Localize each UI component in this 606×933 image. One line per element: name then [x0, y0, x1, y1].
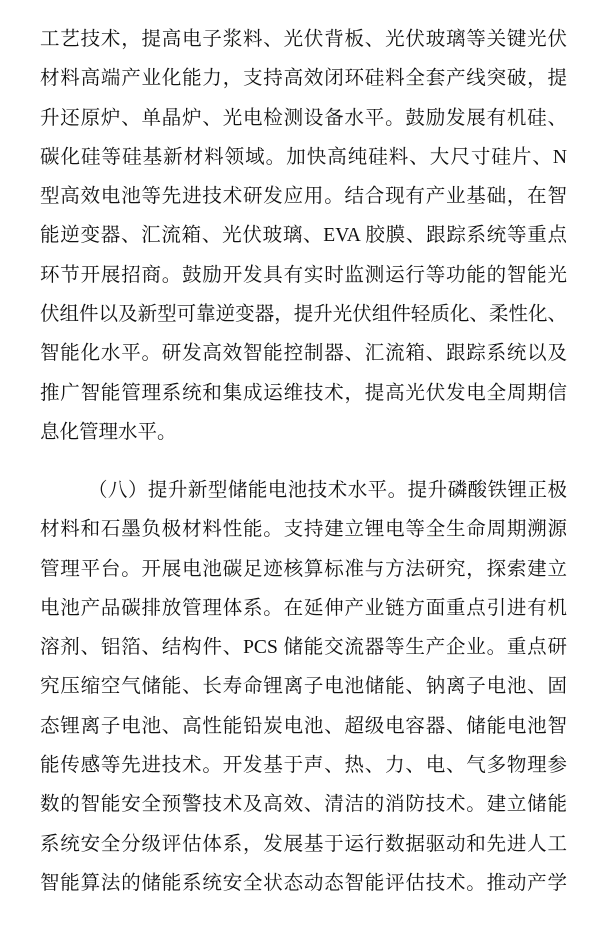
text-line: 材料和石墨负极材料性能。支持建立锂电等全生命周期溯源: [40, 519, 567, 541]
text-line: 材料高端产业化能力，支持高效闭环硅料全套产线突破，提: [40, 68, 567, 90]
text-line: 环节开展招商。鼓励开发具有实时监测运行等功能的智能光: [40, 264, 567, 286]
text-line: 升还原炉、单晶炉、光电检测设备水平。鼓励发展有机硅、: [40, 107, 567, 129]
text-line: 溶剂、铝箔、结构件、PCS 储能交流器等生产企业。重点研: [40, 637, 567, 659]
paragraph-energy-storage: [40, 471, 567, 903]
text-line: 智能算法的储能系统安全状态动态智能评估技术。推动产学: [40, 872, 567, 894]
text-line: 推广智能管理系统和集成运维技术，提高光伏发电全周期信: [40, 382, 567, 404]
text-line: 型高效电池等先进技术研发应用。结合现有产业基础，在智: [40, 186, 567, 208]
text-line: 能传感等先进技术。开发基于声、热、力、电、气多物理参: [40, 755, 567, 777]
text-line: 究压缩空气储能、长寿命锂离子电池储能、钠离子电池、固: [40, 676, 567, 698]
text-line: 态锂离子电池、高性能铅炭电池、超级电容器、储能电池智: [40, 715, 567, 737]
text-line: 智能化水平。研发高效智能控制器、汇流箱、跟踪系统以及: [40, 343, 567, 365]
text-line: 碳化硅等硅基新材料领域。加快高纯硅料、大尺寸硅片、N: [40, 146, 567, 168]
text-line: 能逆变器、汇流箱、光伏玻璃、EVA 胶膜、跟踪系统等重点: [40, 225, 567, 247]
paragraph-photovoltaic: [40, 20, 567, 452]
text-line: 息化管理水平。: [40, 421, 177, 443]
text-line: 系统安全分级评估体系，发展基于运行数据驱动和先进人工: [40, 833, 567, 855]
text-line: 工艺技术，提高电子浆料、光伏背板、光伏玻璃等关键光伏: [40, 29, 567, 50]
text-line: 数的智能安全预警技术及高效、清洁的消防技术。建立储能: [40, 794, 567, 816]
section-heading-line: （八）提升新型储能电池技术水平。提升磷酸铁锂正极: [88, 480, 567, 501]
text-line: 伏组件以及新型可靠逆变器，提升光伏组件轻质化、柔性化、: [40, 304, 567, 326]
text-line: 管理平台。开展电池碳足迹核算标准与方法研究，探索建立: [40, 558, 567, 580]
text-line: 电池产品碳排放管理体系。在延伸产业链方面重点引进有机: [40, 597, 567, 619]
